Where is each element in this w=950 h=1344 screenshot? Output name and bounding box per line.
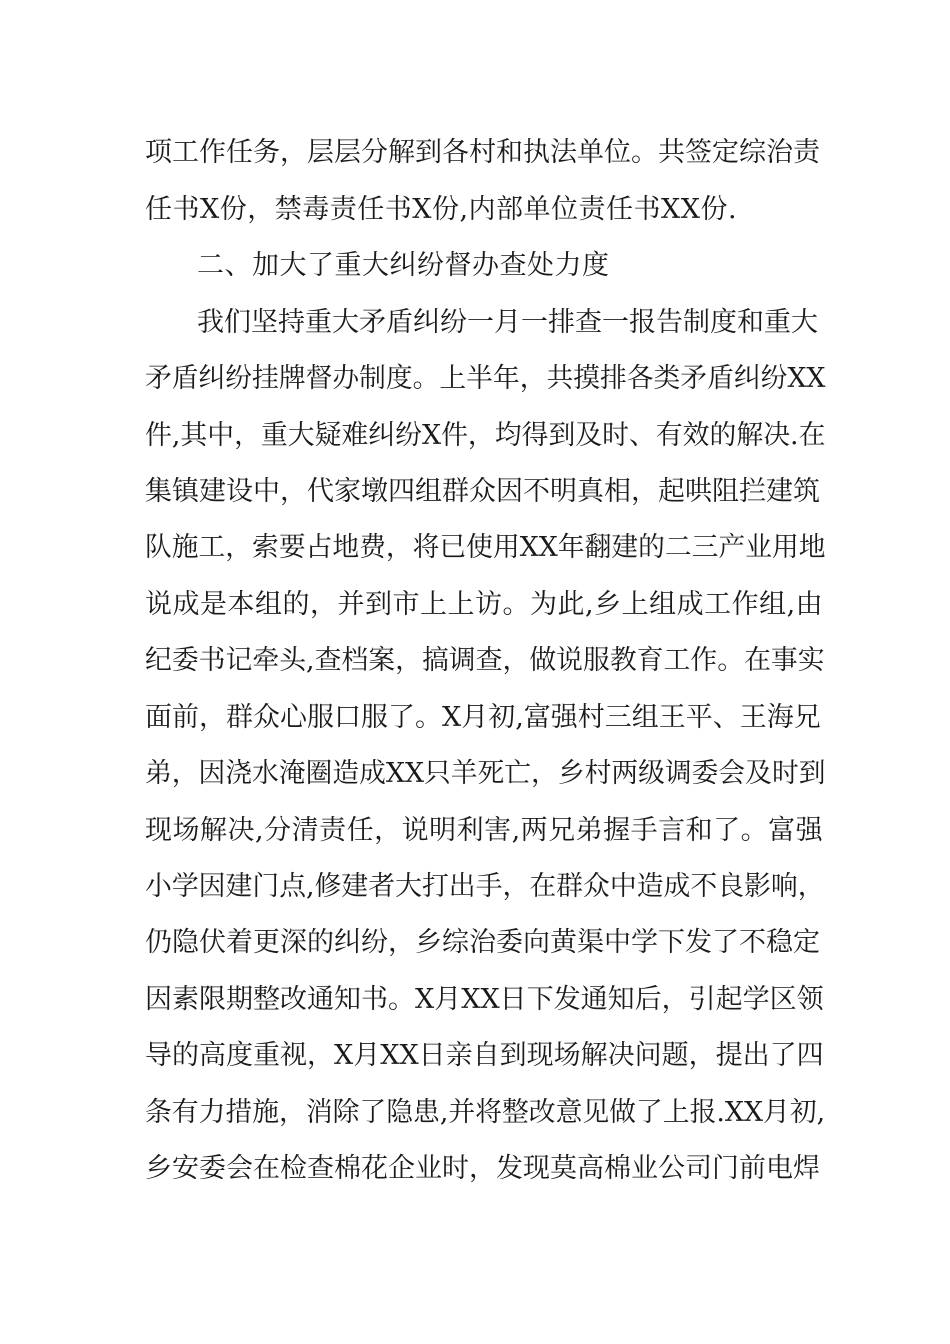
text-line: 导的高度重视，X月XX日亲自到现场解决问题，提出了四 <box>145 1040 824 1071</box>
text-line: 现场解决,分清责任，说明利害,两兄弟握手言和了。富强 <box>145 815 824 846</box>
text-line: 矛盾纠纷挂牌督办制度。上半年，共摸排各类矛盾纠纷XX <box>145 363 826 394</box>
text-line: 弟，因浇水淹圈造成XX只羊死亡，乡村两级调委会及时到 <box>145 758 826 789</box>
text-line: 面前，群众心服口服了。X月初,富强村三组王平、王海兄 <box>145 702 821 733</box>
text-line: 我们坚持重大矛盾纠纷一月一排查一报告制度和重大 <box>197 307 818 338</box>
text-line: 件,其中，重大疑难纠纷X件，均得到及时、有效的解决.在 <box>145 420 826 451</box>
text-line: 纪委书记牵头,查档案，搞调查，做说服教育工作。在事实 <box>145 645 825 676</box>
text-line: 条有力措施，消除了隐患,并将整改意见做了上报.XX月初, <box>145 1097 826 1128</box>
text-line: 集镇建设中，代家墩四组群众因不明真相，起哄阻拦建筑 <box>145 476 820 507</box>
text-line: 任书X份，禁毒责任书X份,内部单位责任书XX份. <box>145 194 738 225</box>
text-line: 队施工，索要占地费，将已使用XX年翻建的二三产业用地 <box>145 532 826 563</box>
text-line: 项工作任务，层层分解到各村和执法单位。共签定综治责 <box>145 137 820 168</box>
text-line: 仍隐伏着更深的纠纷，乡综治委向黄渠中学下发了不稳定 <box>145 927 820 958</box>
text-line: 说成是本组的，并到市上上访。为此,乡上组成工作组,由 <box>145 589 824 620</box>
text-line: 乡安委会在检查棉花企业时，发现莫高棉业公司门前电焊 <box>145 1153 820 1184</box>
section-heading: 二、加大了重大纠纷督办查处力度 <box>197 250 610 281</box>
text-line: 小学因建门点,修建者大打出手，在群众中造成不良影响， <box>145 871 825 902</box>
text-line: 因素限期整改通知书。X月XX日下发通知后，引起学区领 <box>145 984 824 1015</box>
